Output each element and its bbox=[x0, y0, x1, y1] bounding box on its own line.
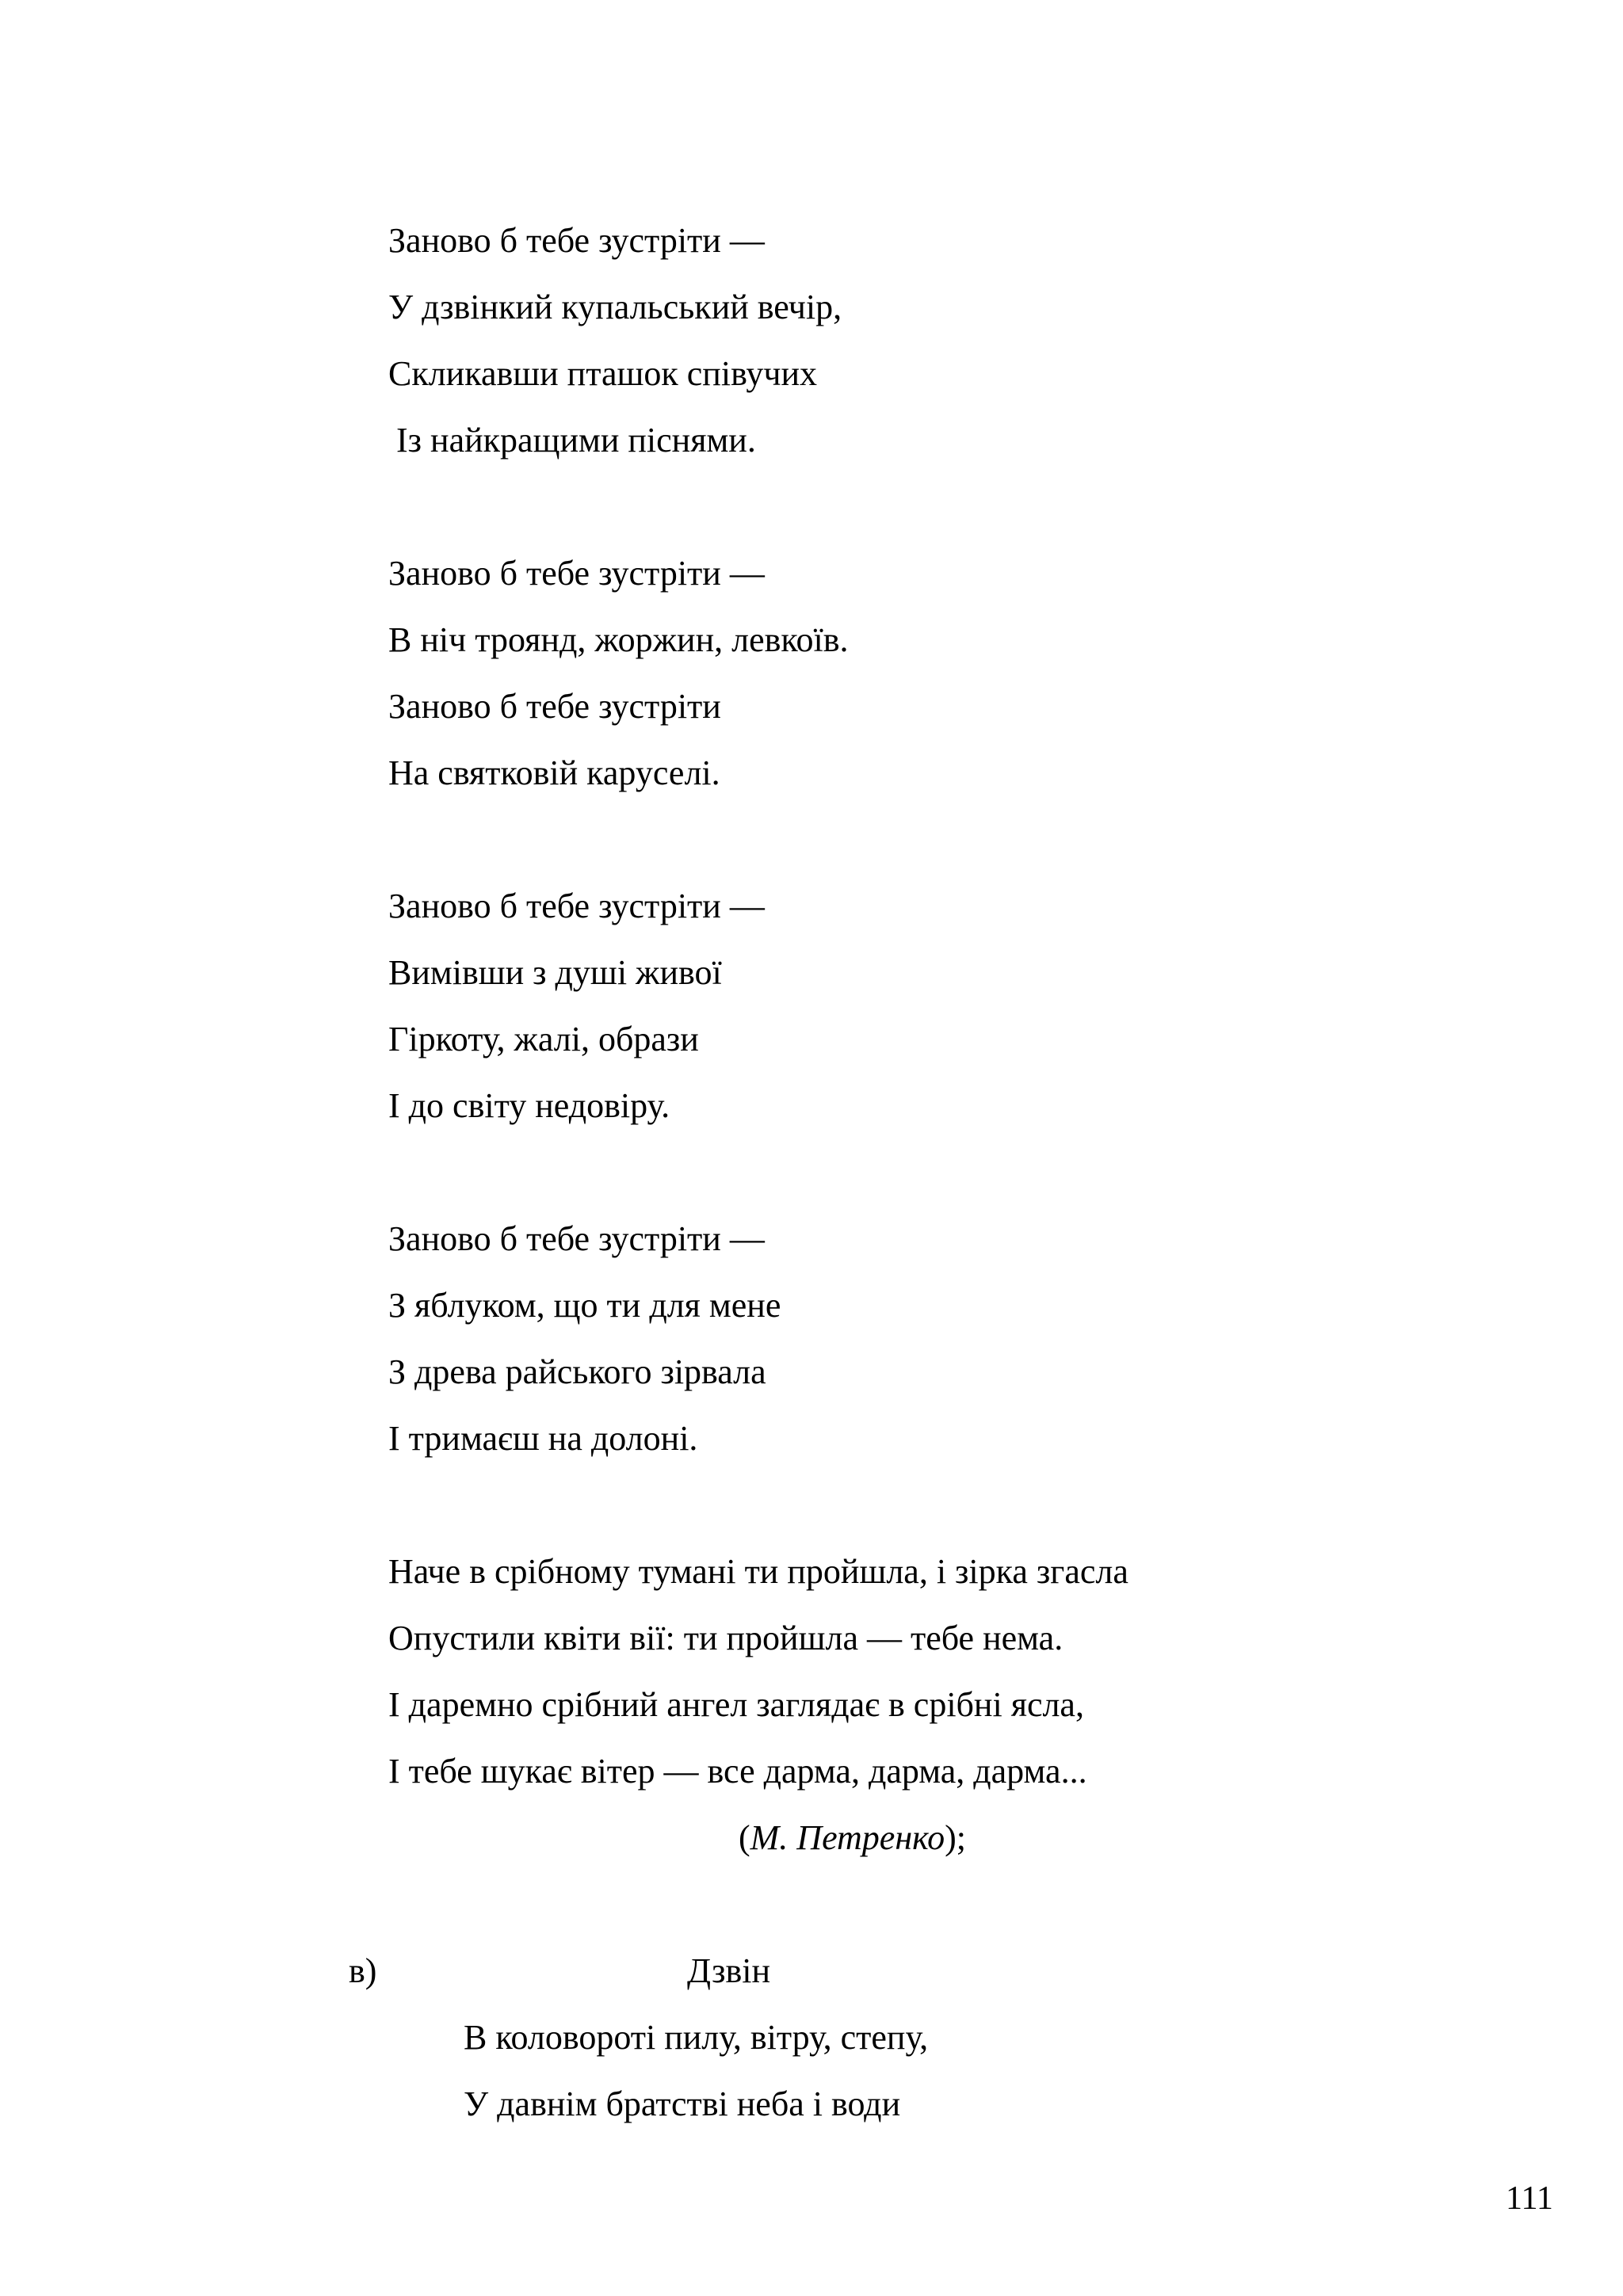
poem-line: Скликавши пташок співучих bbox=[388, 354, 818, 393]
list-item-marker: в) bbox=[349, 1951, 377, 1990]
poem-line: У дзвінкий купальський вечір, bbox=[388, 288, 842, 326]
poem-line: З древа райського зірвала bbox=[388, 1352, 766, 1391]
attribution-author: М. Петренко bbox=[750, 1818, 945, 1857]
poem-line: Із найкращими піснями. bbox=[396, 421, 756, 460]
poem-line: Заново б тебе зустріти — bbox=[388, 221, 765, 260]
poem-line: Наче в срібному тумані ти пройшла, і зірка згасла bbox=[388, 1552, 1128, 1591]
poem-line: Гіркоту, жалі, образи bbox=[388, 1020, 699, 1058]
poem-line: Заново б тебе зустріти — bbox=[388, 1219, 765, 1258]
poem-line: І даремно срібний ангел заглядає в срібні ясла, bbox=[388, 1685, 1084, 1724]
poem-line: І до світу недовіру. bbox=[388, 1086, 670, 1125]
poem-line: На святковій каруселі. bbox=[388, 753, 720, 792]
poem-title: Дзвін bbox=[687, 1951, 771, 1990]
poem-line: Заново б тебе зустріти — bbox=[388, 554, 765, 593]
attribution-open-paren: ( bbox=[739, 1818, 750, 1857]
poem-line: З яблуком, що ти для мене bbox=[388, 1286, 781, 1325]
attribution-close: ); bbox=[945, 1818, 966, 1857]
poem-attribution bbox=[739, 1818, 966, 1857]
poem-line: Заново б тебе зустріти bbox=[388, 687, 721, 726]
poem-line: В ніч троянд, жоржин, левкоїв. bbox=[388, 620, 849, 659]
poem-line: Вимівши з душі живої bbox=[388, 953, 722, 992]
poem-line: І тебе шукає вітер — все дарма, дарма, дарма... bbox=[388, 1752, 1087, 1791]
poem-line: Заново б тебе зустріти — bbox=[388, 887, 765, 925]
poem-line: В коловороті пилу, вітру, степу, bbox=[464, 2018, 929, 2057]
page-number: 111 bbox=[1506, 2180, 1553, 2217]
poem-line: У давнім братстві неба і води bbox=[464, 2084, 901, 2123]
poem-line: Опустили квіти вії: ти пройшла — тебе нема. bbox=[388, 1619, 1064, 1657]
poem-line: І тримаєш на долоні. bbox=[388, 1419, 698, 1458]
